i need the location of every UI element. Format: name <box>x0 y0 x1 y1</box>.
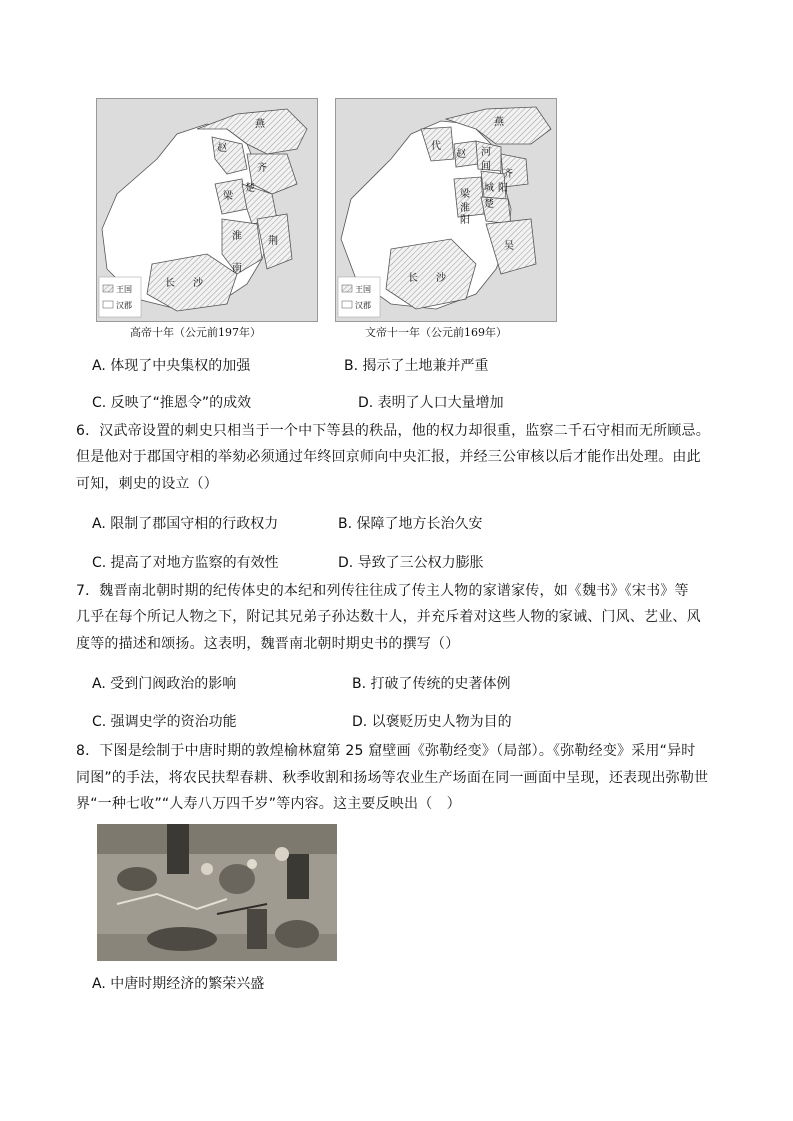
map1-label: 荆 <box>268 236 278 247</box>
map1-label: 淮 <box>232 231 242 242</box>
map-wendi-graphic <box>336 99 556 321</box>
q6-stem-line2: 但是他对于郡国守相的举劾必须通过年终回京师向中央汇报，并经三公审核以后才能作出处理。由此 <box>76 449 701 465</box>
q6-option-d[interactable]: D. 导致了三公权力膨胀 <box>338 555 484 571</box>
q7-stem-line1: 7．魏晋南北朝时期的纪传体史的本纪和列传往往成了传主人物的家谱家传，如《魏书》《宋书》等 <box>76 583 689 599</box>
map2-label: 阳 <box>498 183 508 194</box>
q5-option-a[interactable]: A. 体现了中央集权的加强 <box>92 358 251 374</box>
map2-label: 齐 <box>503 169 513 180</box>
q6-option-c[interactable]: C. 提高了对地方监察的有效性 <box>92 555 279 571</box>
q7-option-d[interactable]: D. 以褒贬历史人物为目的 <box>352 714 512 730</box>
q7-option-a[interactable]: A. 受到门阀政治的影响 <box>92 676 237 692</box>
q5-option-b[interactable]: B. 揭示了土地兼并严重 <box>344 358 489 374</box>
map2-label: 赵 <box>456 149 466 160</box>
q8-option-a[interactable]: A. 中唐时期经济的繁荣兴盛 <box>92 976 265 992</box>
q5-option-d[interactable]: D. 表明了人口大量增加 <box>358 395 504 411</box>
map1-label: 齐 <box>257 163 267 174</box>
mural-image <box>97 824 337 961</box>
mural-graphic <box>97 824 337 961</box>
q8-stem-line2: 同图”的手法，将农民扶犁春耕、秋季收割和扬场等农业生产场面在同一画面中呈现，还表现出弥勒世 <box>76 770 709 786</box>
map-wendi <box>335 98 557 322</box>
map2-label: 楚 <box>484 199 494 210</box>
map2-label: 梁 <box>460 189 470 200</box>
q7-option-b[interactable]: B. 打破了传统的史著体例 <box>352 676 511 692</box>
map2-caption: 文帝十一年（公元前169年） <box>365 326 507 339</box>
map1-label: 梁 <box>223 191 233 202</box>
q8-stem-line1: 8．下图是绘制于中唐时期的敦煌榆林窟第 25 窟壁画《弥勒经变》（局部）。《弥勒经变》采用“异时 <box>76 743 696 759</box>
map1-legend-commandery: 汉郡 <box>116 301 132 310</box>
map-gaodi-graphic <box>97 99 317 321</box>
q5-option-c[interactable]: C. 反映了“推恩令”的成效 <box>92 395 252 411</box>
map2-label: 城 <box>484 183 494 194</box>
q6-option-a[interactable]: A. 限制了郡国守相的行政权力 <box>92 516 279 532</box>
map2-label: 长 <box>408 273 418 284</box>
map1-label: 长 <box>165 278 175 289</box>
map1-label: 南 <box>232 263 242 274</box>
map2-legend-kingdom: 王国 <box>355 285 371 294</box>
map2-label: 阳 <box>460 215 470 226</box>
map2-label: 吴 <box>504 241 514 252</box>
map1-legend-kingdom: 王国 <box>116 285 132 294</box>
map-gaodi <box>96 98 318 322</box>
map2-label: 淮 <box>460 203 470 214</box>
map2-label: 代 <box>431 141 441 152</box>
map2-label: 燕 <box>494 117 504 128</box>
q6-option-b[interactable]: B. 保障了地方长治久安 <box>338 516 483 532</box>
map2-label: 间 <box>481 161 491 172</box>
map2-label: 沙 <box>436 273 446 284</box>
map1-label: 燕 <box>255 119 265 130</box>
map1-caption: 高帝十年（公元前197年） <box>130 326 261 339</box>
map1-label: 赵 <box>217 143 227 154</box>
q7-option-c[interactable]: C. 强调史学的资治功能 <box>92 714 237 730</box>
map2-label: 河 <box>481 147 491 158</box>
q6-stem-line3: 可知，刺史的设立（） <box>76 476 218 492</box>
map1-label: 沙 <box>193 278 203 289</box>
q6-stem-line1: 6．汉武帝设置的刺史只相当于一个中下等县的秩品，他的权力却很重，监察二千石守相而无所顾忌。 <box>76 423 710 439</box>
q7-stem-line2: 几乎在每个所记人物之下，附记其兄弟子孙达数十人，并充斥着对这些人物的家诫、门风、艺业、风 <box>76 609 701 625</box>
map1-label: 楚 <box>245 183 255 194</box>
q8-stem-line3: 界“一种七收”“人寿八万四千岁”等内容。这主要反映出（ ） <box>76 796 461 812</box>
q7-stem-line3: 度等的描述和颂扬。这表明，魏晋南北朝时期史书的撰写（） <box>76 636 460 652</box>
map2-legend-commandery: 汉郡 <box>355 301 371 310</box>
